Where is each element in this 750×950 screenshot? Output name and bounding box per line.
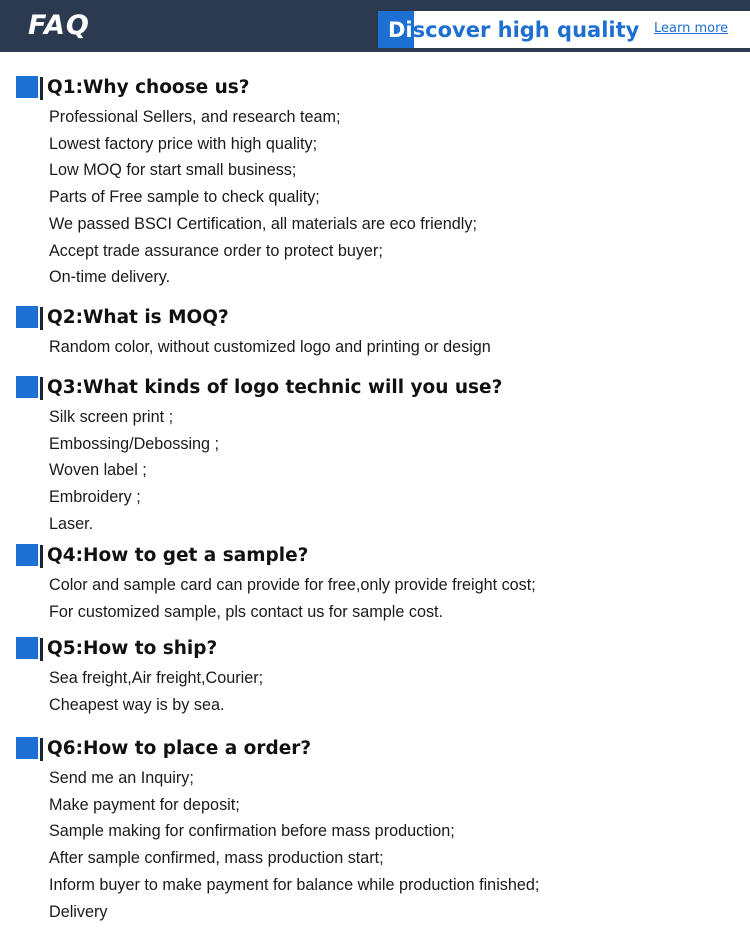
faq-answer-line: On-time delivery. [49, 268, 171, 287]
faq-answer-line: Low MOQ for start small business; [49, 161, 297, 180]
faq-question: Q2:What is MOQ? [47, 307, 229, 328]
faq-question: Q1:Why choose us? [47, 77, 250, 98]
learn-more-link[interactable]: Learn more [654, 21, 729, 36]
faq-answer-line: Laser. [49, 514, 94, 533]
faq-answer-line: Cheapest way is by sea. [49, 695, 225, 714]
faq-answer-line: Random color, without customized logo and printing or design [49, 338, 491, 356]
faq-answer-line: After sample confirmed, mass production start; [49, 849, 384, 868]
faq-question: Q6:How to place a order? [47, 738, 312, 759]
faq-answer-line: Sample making for confirmation before mass production; [49, 822, 455, 841]
tagline-rest: scover high quality [412, 18, 640, 42]
square-bullet-icon [16, 376, 40, 400]
faq-question: Q5:How to ship? [47, 638, 218, 659]
faq-question: Q3:What kinds of logo technic will you use? [47, 377, 503, 398]
faq-answer-line: Embroidery ; [49, 488, 141, 507]
faq-answers [49, 404, 750, 538]
faq-item-2 [0, 303, 750, 360]
square-bullet-icon [16, 637, 40, 661]
square-bullet-icon [16, 544, 40, 568]
faq-item-5 [0, 634, 750, 717]
faq-item-4 [0, 541, 750, 624]
faq-answer-line: Professional Sellers, and research team; [49, 108, 341, 126]
faq-answer-line: Accept trade assurance order to protect buyer; [49, 241, 383, 260]
faq-answer-line: Sea freight,Air freight,Courier; [49, 669, 264, 687]
faq-item-3 [0, 373, 750, 537]
faq-answer-line: Silk screen print ; [49, 408, 174, 426]
faq-question: Q4:How to get a sample? [47, 545, 309, 566]
faq-answers [49, 334, 750, 361]
tagline-lead: Di [388, 18, 413, 42]
faq-answer-line: Embossing/Debossing ; [49, 434, 220, 453]
faq-answer-line: We passed BSCI Certification, all materials are eco friendly; [49, 214, 477, 233]
faq-answer-line: Make payment for deposit; [49, 795, 240, 814]
faq-answer-line: Inform buyer to make payment for balance while production finished; [49, 875, 540, 894]
faq-item-6 [0, 734, 750, 924]
faq-answers [49, 104, 750, 291]
faq-answer-line: Lowest factory price with high quality; [49, 134, 318, 153]
square-bullet-icon [16, 76, 40, 100]
square-bullet-icon [16, 737, 40, 761]
faq-answer-line: Delivery [49, 902, 108, 921]
faq-item-1 [0, 73, 750, 290]
faq-answers [49, 765, 750, 925]
faq-answer-line: Color and sample card can provide for free,only provide freight cost; [49, 576, 536, 594]
faq-answers [49, 665, 750, 718]
faq-title: FAQ [28, 10, 90, 41]
faq-answer-line: For customized sample, pls contact us for sample cost. [49, 602, 444, 621]
faq-answer-line: Woven label ; [49, 461, 147, 480]
faq-answers [49, 572, 750, 625]
faq-answer-line: Parts of Free sample to check quality; [49, 188, 320, 207]
square-bullet-icon [16, 306, 40, 330]
faq-answer-line: Send me an Inquiry; [49, 769, 194, 787]
